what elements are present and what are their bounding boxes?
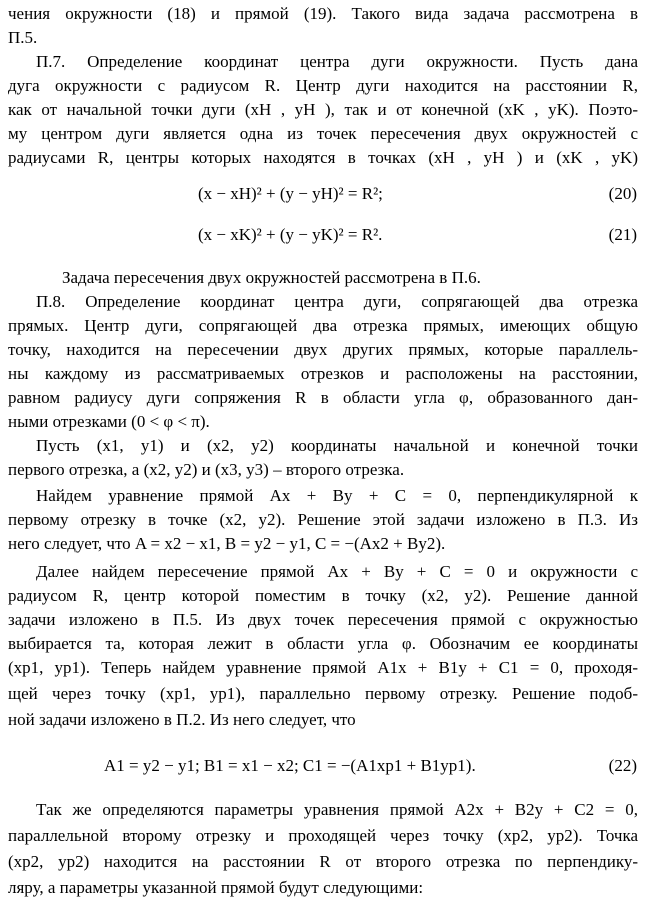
equation-22: A1 = y2 − y1; B1 = x1 − x2; C1 = −(A1xp1 + B1yp1). <box>104 756 476 775</box>
equation-21: (x − xK)² + (y − yK)² = R². <box>198 225 383 244</box>
text-line: как от начальной точки дуги (xH , yH ), так и от конечной (xK , yK). Поэто- <box>8 100 638 119</box>
text-line: ны каждому из рассматриваемых отрезков и расположены на расстоянии, <box>8 364 638 383</box>
equation-number: (21) <box>608 225 637 244</box>
text-line: Далее найдем пересечение прямой Ax + By + C = 0 и окружности с <box>36 562 638 581</box>
text-line: точку, находится на пересечении двух других прямых, которые параллель- <box>8 340 638 359</box>
text-line: чения окружности (18) и прямой (19). Такого вида задача рассмотрена в <box>8 4 638 23</box>
text-line: ной задачи изложено в П.2. Из него следует, что <box>8 710 356 729</box>
text-line: дуга окружности с радиусом R. Центр дуги находится на расстоянии R, <box>8 76 638 95</box>
text-line: Задача пересечения двух окружностей рассмотрена в П.6. <box>62 268 481 287</box>
equation-number: (22) <box>608 756 637 775</box>
text-line: (xp2, yp2) находится на расстоянии R от второго отрезка по перпендику- <box>8 852 638 871</box>
text-line: радиусами R, центры которых находятся в точках (xH , yH ) и (xK , yK) <box>8 148 638 167</box>
text-line: П.8. Определение координат центра дуги, сопрягающей два отрезка <box>36 292 638 311</box>
text-line: (xp1, yp1). Теперь найдем уравнение прямой A1x + B1y + C1 = 0, проходя- <box>8 658 638 677</box>
text-line: задачи изложено в П.5. Из двух точек пересечения прямой с окружностью <box>8 610 638 629</box>
text-line: выбирается та, которая лежит в области угла φ. Обозначим ее координаты <box>8 634 638 653</box>
text-line: П.7. Определение координат центра дуги окружности. Пусть дана <box>36 52 638 71</box>
text-line: Пусть (x1, y1) и (x2, y2) координаты начальной и конечной точки <box>36 436 638 455</box>
text-line: него следует, что A = x2 − x1, B = y2 − y1, C = −(Ax2 + By2). <box>8 534 446 553</box>
text-line: первому отрезку в точке (x2, y2). Решение этой задачи изложено в П.3. Из <box>8 510 638 529</box>
equation-number: (20) <box>608 184 637 203</box>
text-line: первого отрезка, а (x2, y2) и (x3, y3) – второго отрезка. <box>8 460 405 479</box>
text-line: щей через точку (xp1, yp1), параллельно первому отрезку. Решение подоб- <box>8 684 638 703</box>
text-line: радиусом R, центр которой поместим в точку (x2, y2). Решение данной <box>8 586 638 605</box>
text-line: П.5. <box>8 28 38 47</box>
text-line: ляру, а параметры указанной прямой будут следующими: <box>8 878 424 897</box>
text-line: му центром дуги является одна из точек пересечения двух окружностей с <box>8 124 638 143</box>
text-line: параллельной второму отрезку и проходящей через точку (xp2, yp2). Точка <box>8 826 638 845</box>
text-line: ными отрезками (0 < φ < π). <box>8 412 210 431</box>
equation-20: (x − xH)² + (y − yH)² = R²; <box>198 184 383 203</box>
text-line: Так же определяются параметры уравнения прямой A2x + B2y + C2 = 0, <box>36 800 638 819</box>
text-line: прямых. Центр дуги, сопрягающей два отрезка прямых, имеющих общую <box>8 316 638 335</box>
text-line: Найдем уравнение прямой Ax + By + C = 0, перпендикулярной к <box>36 486 638 505</box>
text-line: равном радиусу дуги сопряжения R в области угла φ, образованного дан- <box>8 388 638 407</box>
